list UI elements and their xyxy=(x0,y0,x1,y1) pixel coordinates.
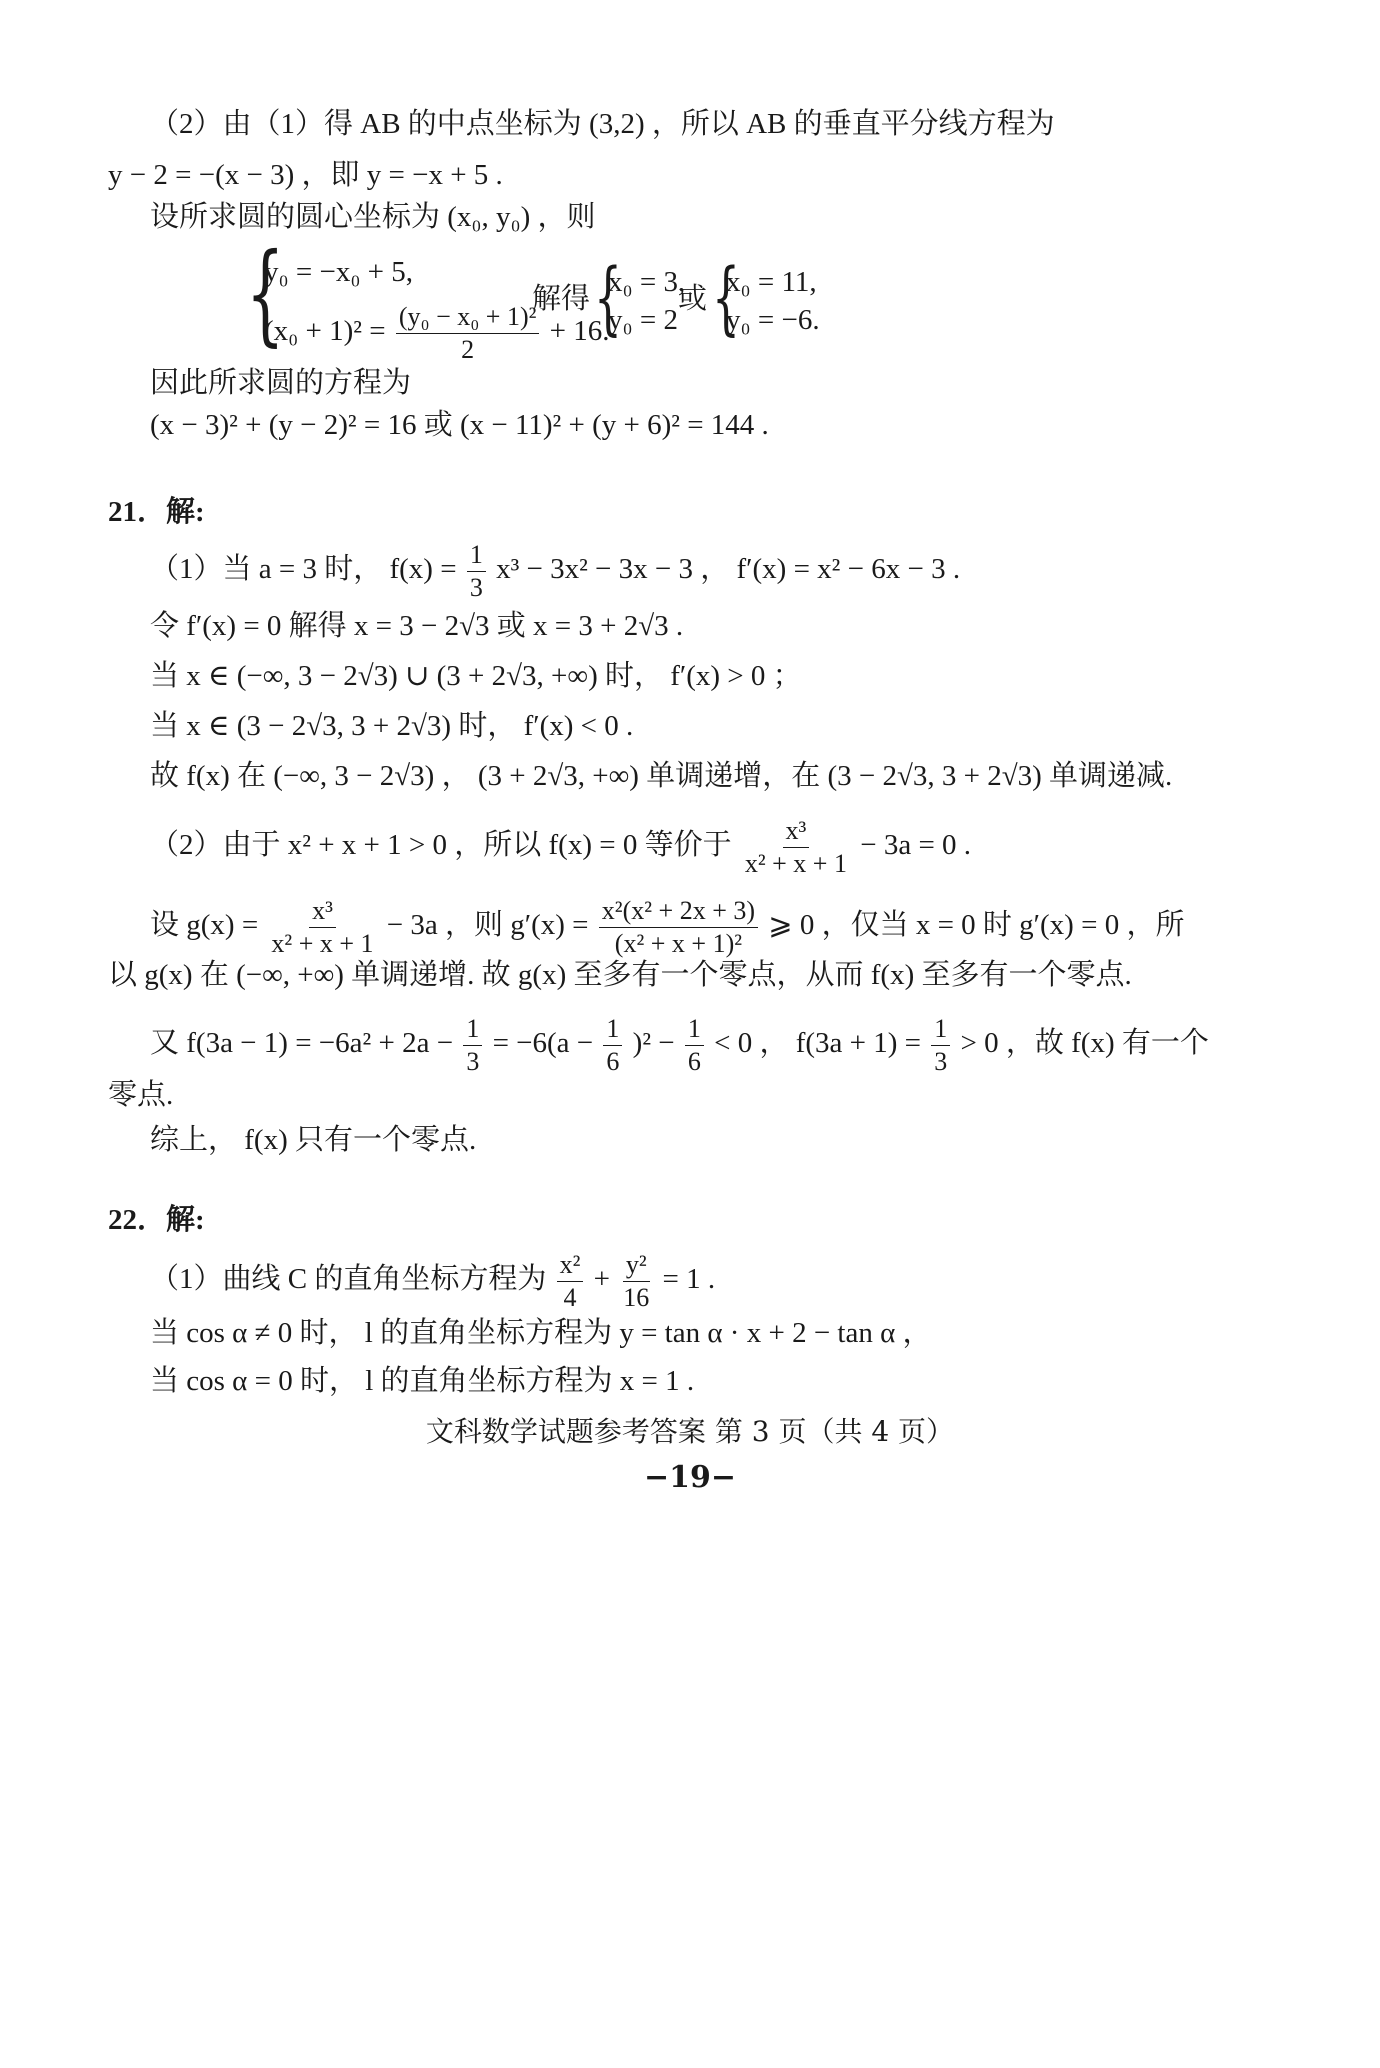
text-line-21-8: 以 g(x) 在 (−∞, +∞) 单调递增. 故 g(x) 至多有一个零点，从而 f(x) 至多有一个零点. xyxy=(108,959,1132,991)
text-line-21-7: 设 g(x) = $\frac{\text{x³}}{\text{x² + x + 1}}$ − 3a ，则 g′(x) = $\frac{\text{x²(x² + 2x + 3)}}{\text{(x² + x + 1)²}}$ ⩾ 0 ，仅当 x = 0 时 g′(x) = 0 ，所 xyxy=(150,896,1185,958)
solve-label: 解得 xyxy=(532,281,591,315)
text-line-21-5: 故 f(x) 在 (−∞, 3 − 2√3) ， (3 + 2√3, +∞) 单调递增，在 (3 − 2√3, 3 + 2√3) 单调递减. xyxy=(150,760,1173,792)
problem-22-heading: 22．解: xyxy=(108,1204,205,1236)
text-line-21-10: 零点. xyxy=(108,1079,174,1111)
text-line-21-11: 综上， f(x) 只有一个零点. xyxy=(150,1124,477,1156)
solution-1-y: y₀ = 2 xyxy=(608,304,678,336)
page-footer-title: 文科数学试题参考答案 第 3 页（共 4 页） xyxy=(425,1415,955,1448)
system-1-equation-a: y₀ = −x₀ + 5, xyxy=(264,256,414,288)
text-line-21-1: （1）当 a = 3 时， f(x) = $\frac{1}{3}$ x³ − 3x² − 3x − 3 ， f′(x) = x² − 6x − 3 . xyxy=(150,540,961,602)
circle-equations: (x − 3)² + (y − 2)² = 16 或 (x − 11)² + (y + 6)² = 144 . xyxy=(150,409,769,441)
solution-1-x: x₀ = 3, xyxy=(608,266,686,298)
text-line-21-2: 令 f′(x) = 0 解得 x = 3 − 2√3 或 x = 3 + 2√3 . xyxy=(150,610,684,642)
text-line-perpendicular-bisector: y − 2 = −(x − 3) ，即 y = −x + 5 . xyxy=(108,159,503,191)
system-1-fraction: $\frac{\text{(y₀ − x₀ + 1)²}}{2}$ xyxy=(396,302,540,365)
text-line-22-1: （1）曲线 C 的直角坐标方程为 $\frac{\text{x²}}{4}$ + $\frac{\text{y²}}{16}$ = 1 . xyxy=(150,1250,716,1312)
text-line-therefore: 因此所求圆的方程为 xyxy=(150,367,412,399)
text-line-22-2: 当 cos α ≠ 0 时， l 的直角坐标方程为 y = tan α · x + 2 − tan α ， xyxy=(150,1317,932,1349)
page-number: −19− xyxy=(643,1460,737,1495)
left-brace-solution-1: { xyxy=(594,251,622,344)
text-line-21-4: 当 x ∈ (3 − 2√3, 3 + 2√3) 时， f′(x) < 0 . xyxy=(150,710,634,742)
text-line-22-3: 当 cos α = 0 时， l 的直角坐标方程为 x = 1 . xyxy=(150,1365,695,1397)
text-line-21-9: 又 f(3a − 1) = −6a² + 2a − $\frac{1}{3}$ = −6(a − $\frac{1}{6}$ )² − $\frac{1}{6}$ < 0 ， f(3a + 1) = $\frac{1}{3}$ > 0 ，故 f(x) 有一个 xyxy=(150,1014,1209,1076)
text-line-20-2-intro: （2）由（1）得 AB 的中点坐标为 (3,2) ，所以 AB 的垂直平分线方程为 xyxy=(150,108,1055,140)
left-brace-solution-2: { xyxy=(712,251,740,344)
solution-2-y: y₀ = −6. xyxy=(726,304,820,336)
system-1-equation-b: (x₀ + 1)² = $\frac{\text{(y₀ − x₀ + 1)²}}{2}$ + 16. xyxy=(264,302,610,364)
solution-2-x: x₀ = 11, xyxy=(726,266,817,298)
problem-21-heading: 21．解: xyxy=(108,496,205,528)
text-line-center-setup: 设所求圆的圆心坐标为 (x₀, y₀) ，则 xyxy=(150,201,596,233)
text-line-21-3: 当 x ∈ (−∞, 3 − 2√3) ∪ (3 + 2√3, +∞) 时， f′(x) > 0 ； xyxy=(150,660,802,692)
left-brace-system-1: { xyxy=(246,229,285,357)
text-line-21-6: （2）由于 x² + x + 1 > 0 ，所以 f(x) = 0 等价于 $\frac{\text{x³}}{\text{x² + x + 1}}$ − 3a = 0 . xyxy=(150,816,972,878)
or-label: 或 xyxy=(678,281,708,315)
